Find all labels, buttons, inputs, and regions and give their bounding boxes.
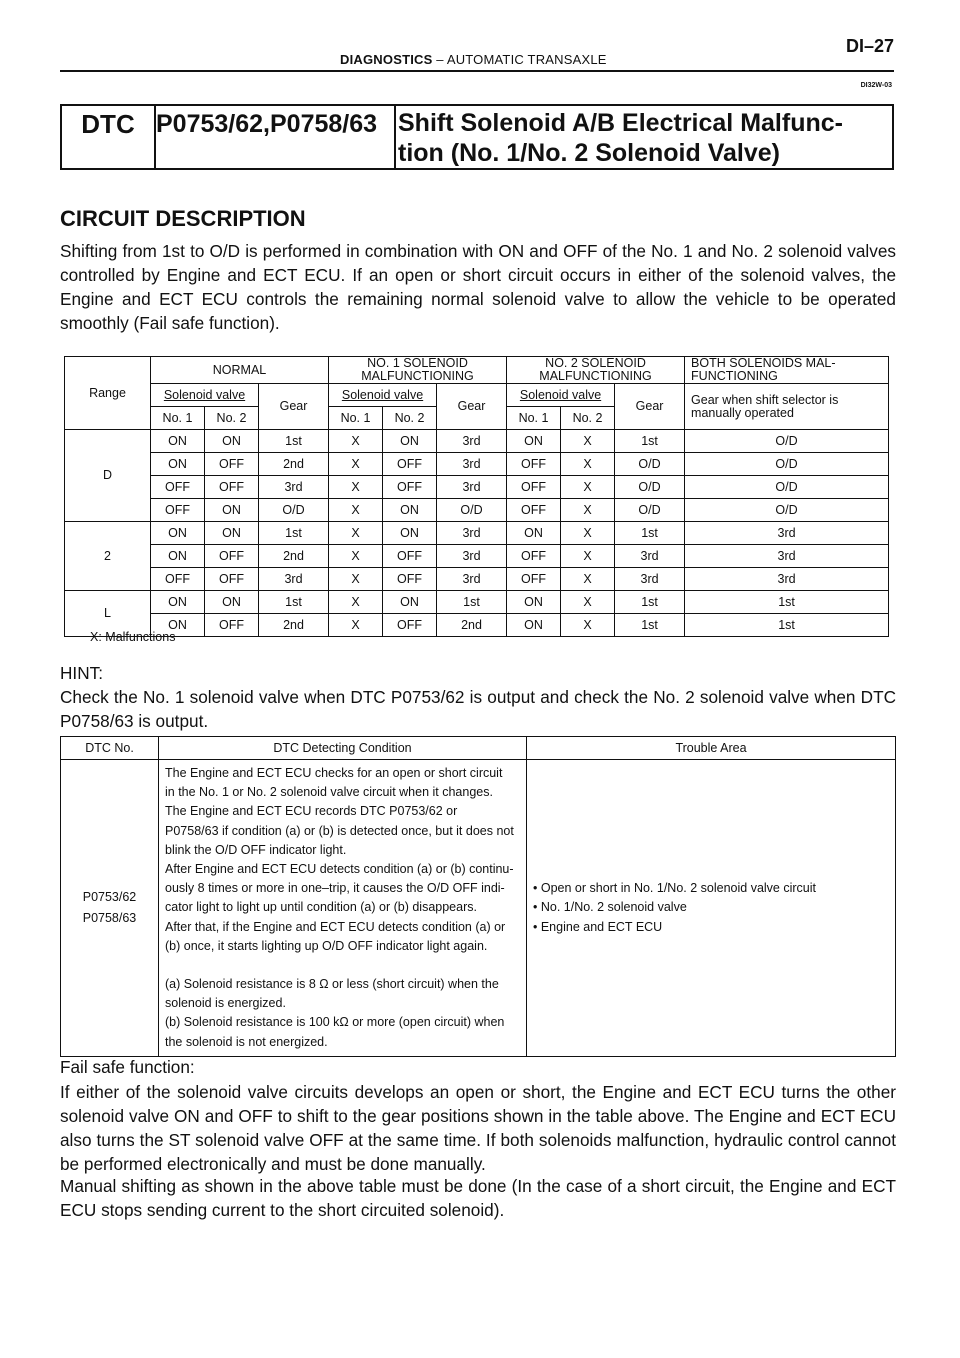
range-cell: D xyxy=(65,430,151,522)
normal-solenoid-valve-header: Solenoid valve xyxy=(151,384,259,407)
table-cell: 3rd xyxy=(685,568,889,591)
table-cell: X xyxy=(561,614,615,637)
no1-header-line-2: MALFUNCTIONING xyxy=(361,369,474,383)
no2-header-line-2: MALFUNCTIONING xyxy=(539,369,652,383)
dtc-label: DTC xyxy=(62,106,156,168)
normal-gear-header: Gear xyxy=(259,384,329,430)
table-cell: ON xyxy=(151,430,205,453)
no1-mal-no1-header: No. 1 xyxy=(329,407,383,430)
table-cell: OFF xyxy=(151,499,205,522)
table-cell: O/D xyxy=(685,499,889,522)
table-cell: OFF xyxy=(507,476,561,499)
no1-mal-no2-header: No. 2 xyxy=(383,407,437,430)
table-cell: OFF xyxy=(383,476,437,499)
no1-solenoid-valve-header: Solenoid valve xyxy=(329,384,437,407)
table-cell: 3rd xyxy=(437,522,507,545)
table-cell: 3rd xyxy=(685,522,889,545)
dtc-no-header: DTC No. xyxy=(61,737,159,760)
table-cell: O/D xyxy=(615,499,685,522)
solenoid-gear-table xyxy=(64,356,889,637)
hint-text: Check the No. 1 solenoid valve when DTC P0753/62 is output and check the No. 2 solenoid valve when DTC P0758/63 is output. xyxy=(60,687,896,731)
condition-line: The Engine and ECT ECU checks for an open or short circuit xyxy=(165,766,503,780)
table-cell: OFF xyxy=(383,614,437,637)
table-cell: 3rd xyxy=(615,568,685,591)
condition-line: (b) once, it starts lighting up O/D OFF indicator light again. xyxy=(165,938,488,953)
condition-line: (a) Solenoid resistance is 8 Ω or less (short circuit) when the xyxy=(165,977,499,992)
table-cell: ON xyxy=(151,591,205,614)
table-cell: 3rd xyxy=(259,476,329,499)
table-cell: ON xyxy=(383,522,437,545)
table-cell: OFF xyxy=(507,453,561,476)
table-cell: OFF xyxy=(205,568,259,591)
table-cell: X xyxy=(561,522,615,545)
dtc-title-line-2: tion (No. 1/No. 2 Solenoid Valve) xyxy=(398,139,780,167)
table-cell: OFF xyxy=(383,453,437,476)
trouble-area-item: • Open or short in No. 1/No. 2 solenoid valve circuit xyxy=(533,880,816,895)
table-cell: ON xyxy=(151,453,205,476)
table-cell: O/D xyxy=(685,430,889,453)
condition-line: The Engine and ECT ECU records DTC P0753/62 or xyxy=(165,804,458,819)
normal-no2-header: No. 2 xyxy=(205,407,259,430)
table-header-row xyxy=(65,357,889,384)
table-cell: X xyxy=(561,499,615,522)
section-header xyxy=(340,52,607,67)
dtc-title xyxy=(392,106,892,170)
table-cell: OFF xyxy=(205,614,259,637)
table-cell: X xyxy=(329,430,383,453)
table-cell: X xyxy=(329,522,383,545)
table-row xyxy=(65,476,889,499)
condition-line: cator light to light up until condition (a) or (b) disappears. xyxy=(165,900,477,915)
table-cell: 1st xyxy=(685,614,889,637)
table-cell: O/D xyxy=(685,453,889,476)
table-cell: X xyxy=(329,568,383,591)
dtc-codes: P0753/62,P0758/63 xyxy=(154,106,396,168)
manual-gear-line-2: manually operated xyxy=(691,405,794,420)
no1-header-line-1: NO. 1 SOLENOID xyxy=(367,356,468,370)
table-header-row xyxy=(61,737,896,760)
manual-gear-line-1: Gear when shift selector is xyxy=(691,392,839,407)
table-row xyxy=(65,430,889,453)
table-cell: X xyxy=(329,453,383,476)
table-cell: O/D xyxy=(615,453,685,476)
range-cell: L xyxy=(65,591,151,637)
table-cell: ON xyxy=(205,430,259,453)
table-cell: O/D xyxy=(685,476,889,499)
range-header: Range xyxy=(65,357,151,430)
table-cell: ON xyxy=(383,430,437,453)
table-cell: 1st xyxy=(259,522,329,545)
table-cell: 2nd xyxy=(259,545,329,568)
table-cell: X xyxy=(329,545,383,568)
manual-gear-header xyxy=(685,384,889,430)
table-cell: 1st xyxy=(259,591,329,614)
table-subheader-row xyxy=(65,384,889,407)
table-cell: ON xyxy=(507,591,561,614)
table-row xyxy=(65,591,889,614)
page-number: DI–27 xyxy=(845,36,894,56)
table-cell: X xyxy=(329,499,383,522)
table-cell: OFF xyxy=(205,453,259,476)
table-cell: X xyxy=(561,430,615,453)
table-cell: 3rd xyxy=(437,476,507,499)
no2-gear-header: Gear xyxy=(615,384,685,430)
table-cell: OFF xyxy=(507,499,561,522)
condition-spacer xyxy=(165,956,520,975)
fail-safe-label: Fail safe function: xyxy=(60,1057,195,1077)
table-cell: ON xyxy=(151,614,205,637)
table-cell: 1st xyxy=(437,591,507,614)
manual-shifting-text: Manual shifting as shown in the above table must be done (In the case of a short circuit, the Engine and ECT ECU stops sending current to the short circuited solenoid). xyxy=(60,1176,896,1220)
table-row xyxy=(65,545,889,568)
condition-text xyxy=(159,760,526,1056)
condition-line: ously 8 times or more in one–trip, it causes the O/D OFF indi- xyxy=(165,881,505,896)
section-header-rest: – AUTOMATIC TRANSAXLE xyxy=(432,52,607,67)
table-cell: ON xyxy=(205,522,259,545)
table-cell: ON xyxy=(205,499,259,522)
no1-gear-header: Gear xyxy=(437,384,507,430)
dtc-title-line-1: Shift Solenoid A/B Electrical Malfunc- xyxy=(398,109,843,137)
both-header-line-1: BOTH SOLENOIDS MAL- xyxy=(691,356,836,370)
table-row xyxy=(65,568,889,591)
condition-line: solenoid is energized. xyxy=(165,996,286,1011)
no2-mal-no1-header: No. 1 xyxy=(507,407,561,430)
no2-mal-no2-header: No. 2 xyxy=(561,407,615,430)
trouble-area-header: Trouble Area xyxy=(527,737,896,760)
table-cell: ON xyxy=(151,545,205,568)
table-cell: OFF xyxy=(383,545,437,568)
table-cell: X xyxy=(329,591,383,614)
circuit-description-text: Shifting from 1st to O/D is performed in combination with ON and OFF of the No. 1 and No. 2 solenoid valves controlled by Engine and ECT ECU. If an open or short circuit occurs in either of the solenoid valves, the Engine and ECT ECU controls the remaining normal solenoid valve to allow the vehicle to be operated smoothly (Fail safe function). xyxy=(60,241,896,333)
table-cell: 3rd xyxy=(615,545,685,568)
table-cell: 1st xyxy=(615,430,685,453)
table-cell: 3rd xyxy=(437,453,507,476)
table-cell: 3rd xyxy=(437,430,507,453)
table-row xyxy=(65,499,889,522)
normal-header: NORMAL xyxy=(151,357,329,384)
table-row xyxy=(65,614,889,637)
condition-line: the solenoid is not energized. xyxy=(165,1034,328,1049)
no1-malfunction-header xyxy=(329,357,507,384)
dtc-code: P0753/62 xyxy=(82,889,137,904)
table-cell: O/D xyxy=(259,499,329,522)
table-cell: 1st xyxy=(685,591,889,614)
table-cell: 1st xyxy=(615,522,685,545)
table-cell: 3rd xyxy=(259,568,329,591)
trouble-area-cell xyxy=(527,760,896,1057)
both-malfunction-header xyxy=(685,357,889,384)
table-cell: X xyxy=(561,545,615,568)
trouble-area-list xyxy=(527,879,895,938)
detecting-condition-cell xyxy=(159,760,527,1057)
table-cell: X xyxy=(561,476,615,499)
table-cell: X xyxy=(561,453,615,476)
dtc-code: P0758/63 xyxy=(82,910,137,925)
trouble-area-item: • No. 1/No. 2 solenoid valve xyxy=(533,900,687,915)
fail-safe-text: If either of the solenoid valve circuits develops an open or short, the Engine and ECT ECU turns the other solenoid valve ON and OFF to shift to the gear positions shown in the table above. The Engine and ECT ECU also turns the ST solenoid valve OFF at the same time. If both solenoids malfunction, hydraulic control cannot be performed electronically and must be done manually. xyxy=(60,1082,896,1174)
table-cell: OFF xyxy=(205,476,259,499)
table-cell: OFF xyxy=(383,568,437,591)
table-cell: X xyxy=(561,568,615,591)
table-cell: OFF xyxy=(205,545,259,568)
table-cell: ON xyxy=(383,499,437,522)
table-cell: X xyxy=(561,591,615,614)
no2-header-line-1: NO. 2 SOLENOID xyxy=(545,356,646,370)
condition-line: (b) Solenoid resistance is 100 kΩ or more (open circuit) when xyxy=(165,1015,505,1030)
dtc-condition-table xyxy=(60,736,896,1057)
range-cell: 2 xyxy=(65,522,151,591)
condition-line: P0758/63 if condition (a) or (b) is detected once, but it does not xyxy=(165,823,514,838)
header-rule xyxy=(60,70,894,72)
section-header-bold: DIAGNOSTICS xyxy=(340,52,433,67)
table-cell: 3rd xyxy=(437,545,507,568)
table-row xyxy=(65,453,889,476)
table-cell: 3rd xyxy=(685,545,889,568)
document-code: DI32W-03 xyxy=(860,82,892,89)
detecting-condition-header: DTC Detecting Condition xyxy=(159,737,527,760)
table-row xyxy=(65,522,889,545)
table-cell: ON xyxy=(507,614,561,637)
circuit-description-heading: CIRCUIT DESCRIPTION xyxy=(60,206,306,231)
table-cell: ON xyxy=(383,591,437,614)
normal-no1-header: No. 1 xyxy=(151,407,205,430)
table-cell: 1st xyxy=(615,614,685,637)
table-cell: ON xyxy=(151,522,205,545)
table-cell: X xyxy=(329,614,383,637)
table-cell: ON xyxy=(507,522,561,545)
table-cell: O/D xyxy=(437,499,507,522)
trouble-area-item: • Engine and ECT ECU xyxy=(533,919,663,934)
dtc-codes-cell xyxy=(61,760,159,1057)
table-cell: OFF xyxy=(151,476,205,499)
table-cell: OFF xyxy=(507,545,561,568)
no2-malfunction-header xyxy=(507,357,685,384)
condition-line: After Engine and ECT ECU detects condition (a) or (b) continu- xyxy=(165,862,514,877)
both-header-line-2: FUNCTIONING xyxy=(691,369,778,383)
table-cell: X xyxy=(329,476,383,499)
table-cell: 1st xyxy=(259,430,329,453)
hint-label: HINT: xyxy=(60,663,103,683)
no2-solenoid-valve-header: Solenoid valve xyxy=(507,384,615,407)
table-cell: ON xyxy=(507,430,561,453)
table-cell: O/D xyxy=(615,476,685,499)
table-cell: 1st xyxy=(615,591,685,614)
condition-line: blink the O/D OFF indicator light. xyxy=(165,842,347,857)
table-cell: OFF xyxy=(151,568,205,591)
table-cell: 3rd xyxy=(437,568,507,591)
table-cell: 2nd xyxy=(259,614,329,637)
table-cell: OFF xyxy=(507,568,561,591)
table-cell: 2nd xyxy=(437,614,507,637)
dtc-title-box xyxy=(60,104,894,170)
malfunction-note: X: Malfunctions xyxy=(90,630,176,644)
condition-line: After that, if the Engine and ECT ECU detects condition (a) or xyxy=(165,919,506,934)
table-cell: ON xyxy=(205,591,259,614)
table-cell: 2nd xyxy=(259,453,329,476)
condition-line: in the No. 1 or No. 2 solenoid valve circuit when it changes. xyxy=(165,785,493,800)
table-row xyxy=(61,760,896,1057)
